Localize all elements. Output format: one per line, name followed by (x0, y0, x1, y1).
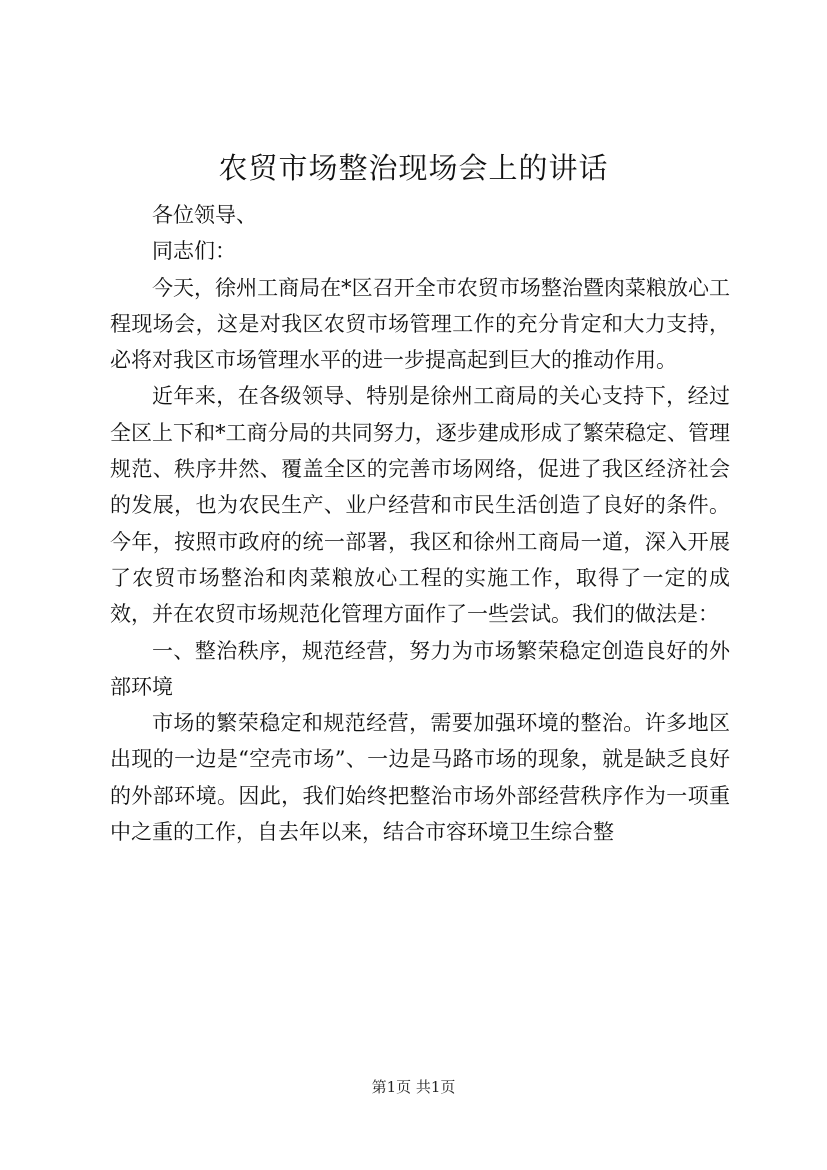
salutation-line-1: 各位领导、 (152, 203, 257, 227)
paragraph-background: 近年来，在各级领导、特别是徐州工商局的关心支持下，经过全区上下和*工商分局的共同努力，逐步建成形成了繁荣稳定、管理规范、秩序井然、覆盖全区的完善市场网络，促进了我区经济社会的发展，也为农民生产、业户经营和市民生活创造了良好的条件。今年，按照市政府的统一部署，我区和徐州工商局一道，深入开展了农贸市场整治和肉菜粮放心工程的实施工作，取得了一定的成效，并在农贸市场规范化管理方面作了一些尝试。我们的做法是： (110, 384, 730, 627)
salutation-line-2: 同志们： (152, 239, 236, 264)
section-heading-1: 一、整治秩序，规范经营，努力为市场繁荣稳定创造良好的外部环境 (110, 638, 730, 699)
document-title: 农贸市场整治现场会上的讲话 (218, 151, 609, 185)
page-footer: 第1页 共1页 (371, 1078, 456, 1096)
paragraph-opening: 今天，徐州工商局在*区召开全市农贸市场整治暨肉菜粮放心工程现场会，这是对我区农贸市场管理工作的充分肯定和大力支持，必将对我区市场管理水平的进一步提高起到巨大的推动作用。 (110, 275, 730, 373)
document-body (110, 197, 730, 850)
paragraph-section-1: 市场的繁荣稳定和规范经营，需要加强环境的整治。许多地区出现的一边是“空壳市场”、一边是马路市场的现象，就是缺乏良好的外部环境。因此，我们始终把整治市场外部经营秩序作为一项重中之重的工作，自去年以来，结合市容环境卫生综合整 (110, 711, 730, 845)
